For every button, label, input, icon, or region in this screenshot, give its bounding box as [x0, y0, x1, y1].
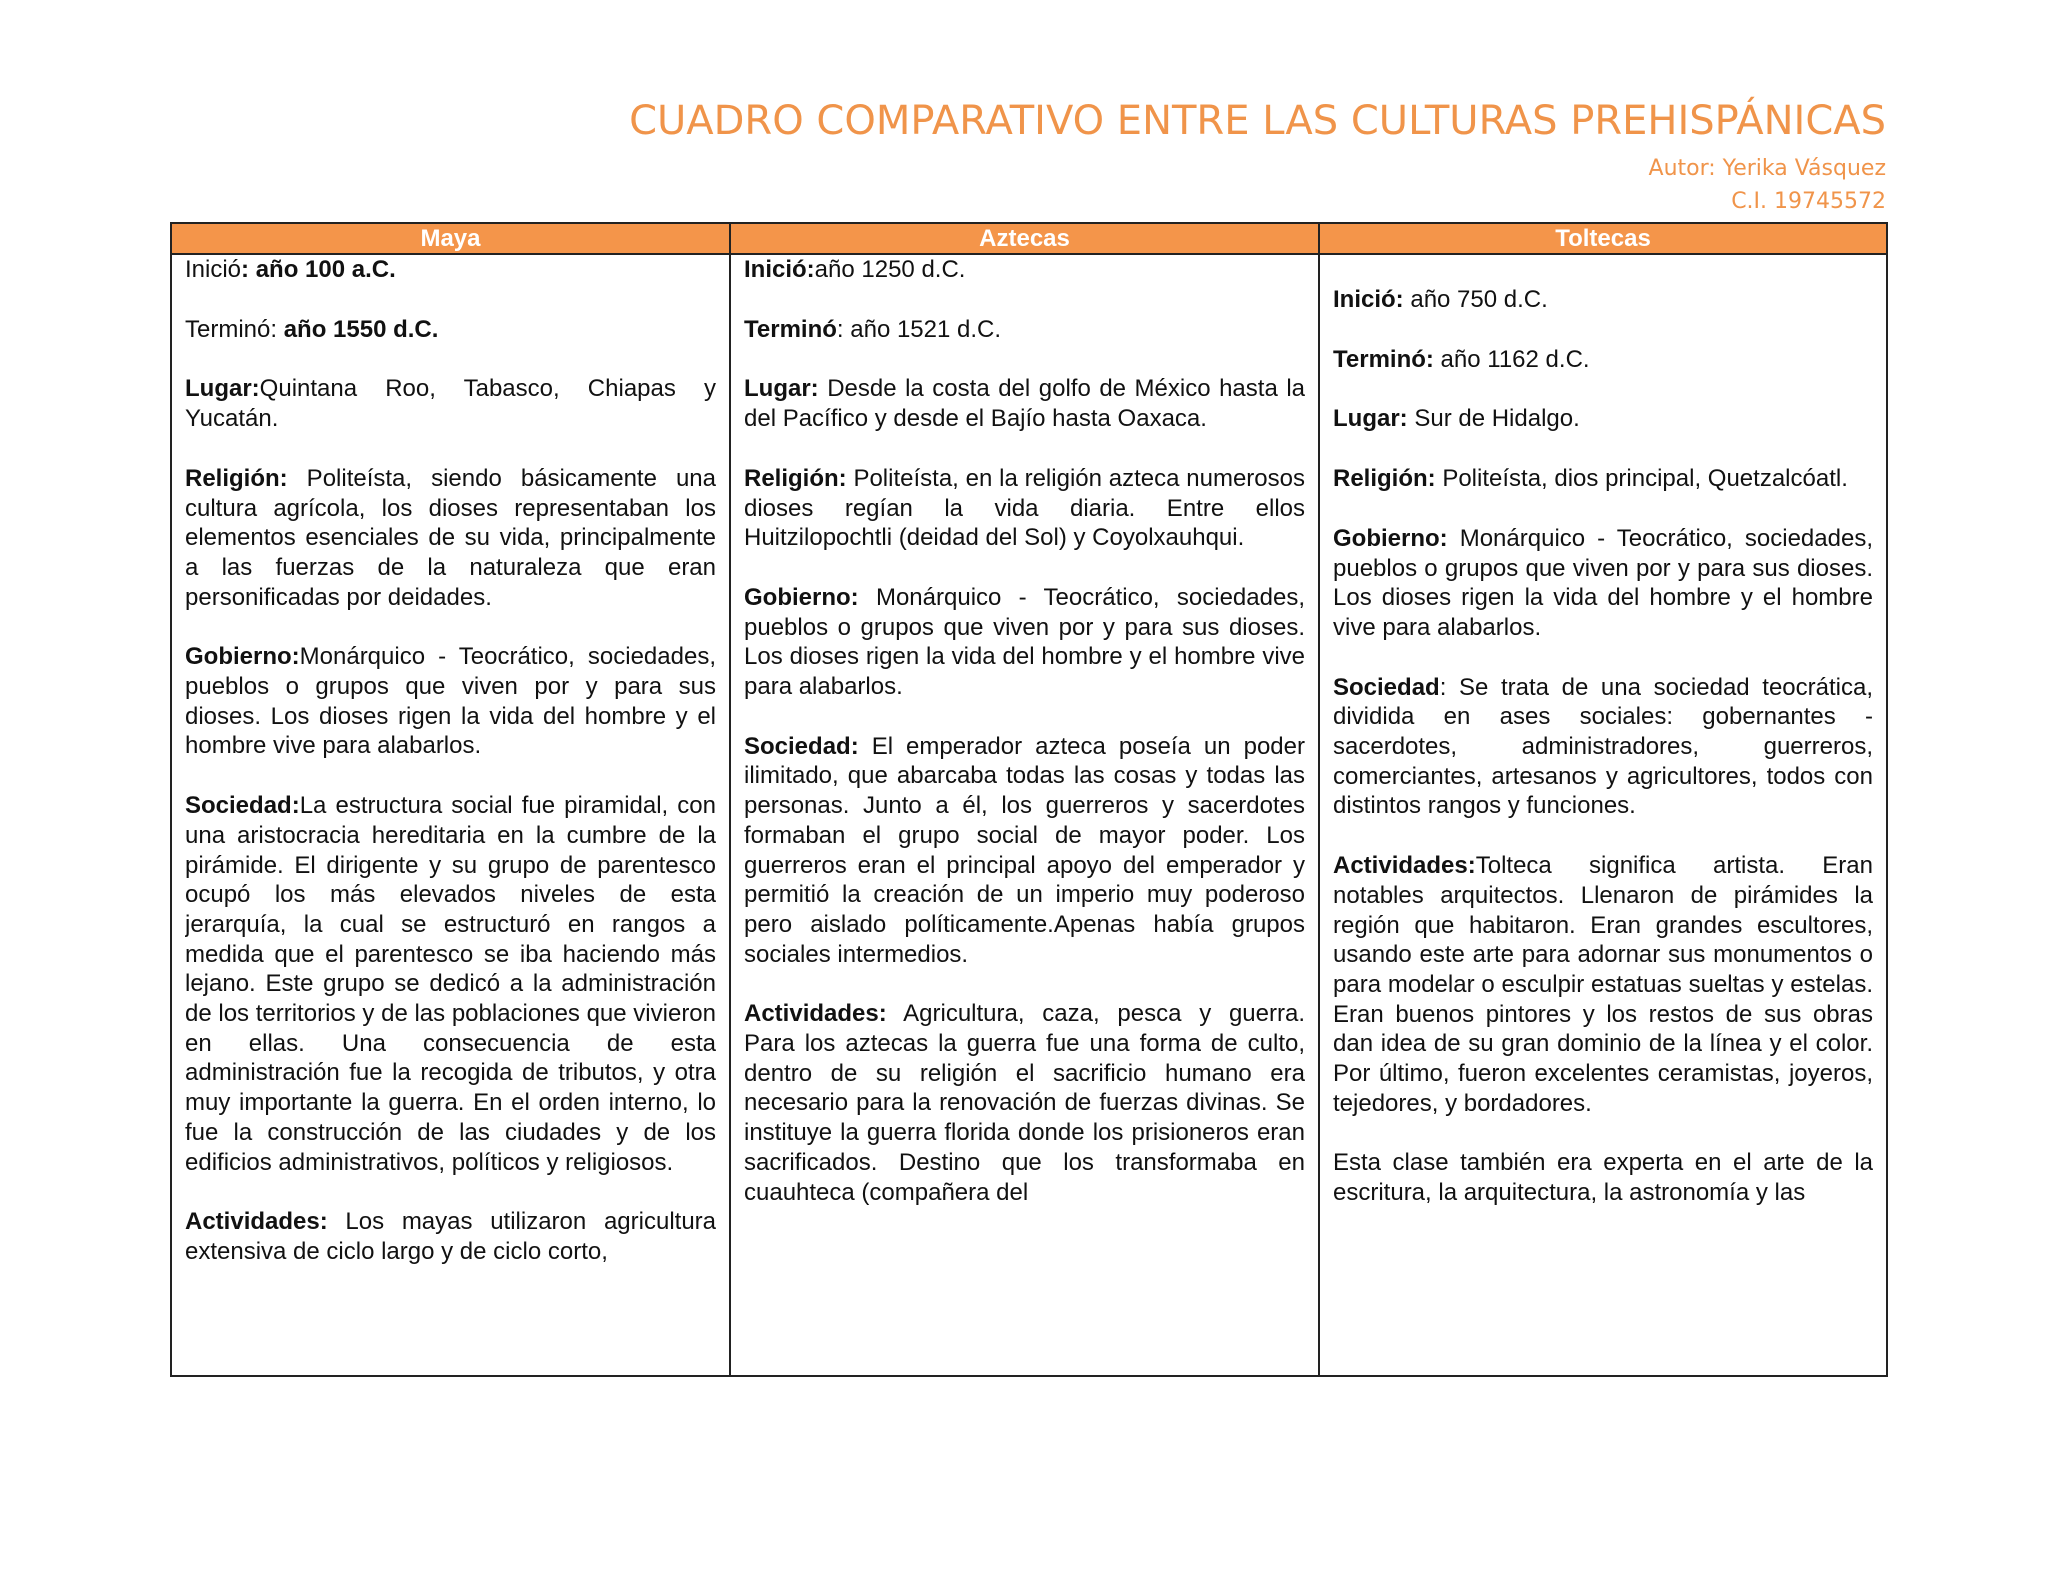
maya-actividades-value: Los mayas utilizaron agricultura extensiva de ciclo largo y de ciclo corto, — [185, 1208, 716, 1265]
maya-gobierno-value: Monárquico - Teocrático, sociedades, pueblos o grupos que viven por y para sus dioses. Los dioses rigen la vida del hombre y el hombre vive para alabarlos. — [185, 643, 716, 760]
aztecas-gobierno-label: Gobierno: — [744, 583, 859, 611]
aztecas-lugar — [744, 374, 1305, 433]
toltecas-termino-label: Terminó: — [1333, 345, 1434, 373]
maya-termino — [185, 315, 716, 345]
maya-sociedad-value: La estructura social fue piramidal, con una aristocracia hereditaria en la cumbre de la pirámide. El dirigente y su grupo de parentesco ocupó los más elevados niveles de esta jerarquía, la cual se estructuró en rangos a medida que el parentesco se iba haciendo más lejano. Este grupo se dedicó a la administración de los territorios y de las poblaciones que vivieron en ellas. Una consecuencia de esta administración fue la recogida de tributos, y otra muy importante la guerra. En el orden interno, lo fue la construcción de las ciudades y de los edificios administrativos, políticos y religiosos. — [185, 792, 716, 1176]
toltecas-inicio — [1333, 285, 1873, 315]
toltecas-sociedad — [1333, 673, 1873, 822]
aztecas-inicio-label: Inició: — [744, 256, 815, 283]
aztecas-gobierno-value: Monárquico - Teocrático, sociedades, pueblos o grupos que viven por y para sus dioses. Los dioses rigen la vida del hombre y el hombre vive para alabarlos. — [744, 583, 1305, 701]
aztecas-sociedad-label: Sociedad: — [744, 732, 859, 760]
table-row — [171, 254, 1887, 1376]
aztecas-lugar-label: Lugar: — [744, 375, 819, 403]
toltecas-actividades-value: Tolteca significa artista. Eran notables arquitectos. Llenaron de pirámides la región que habitaron. Eran grandes escultores, usando este arte para adornar sus monumentos o para modelar o esculpir estatuas sueltas y estelas. Eran buenos pintores y los restos de sus obras dan idea de su gran dominio de la línea y el color. Por último, fueron excelentes ceramistas, joyeros, tejedores, y bordadores. — [1333, 852, 1873, 1117]
aztecas-religion — [744, 464, 1305, 553]
header-aztecas: Aztecas — [730, 223, 1319, 254]
toltecas-religion — [1333, 464, 1873, 494]
toltecas-lugar-label: Lugar: — [1333, 405, 1408, 433]
aztecas-inicio-value: año 1250 d.C. — [814, 256, 966, 283]
toltecas-gobierno — [1333, 524, 1873, 643]
maya-sociedad-label: Sociedad: — [185, 792, 300, 820]
toltecas-inicio-value: año 750 d.C. — [1403, 286, 1548, 313]
toltecas-gobierno-value: Monárquico - Teocrático, sociedades, pueblos o grupos que viven por y para sus dioses. Los dioses rigen la vida del hombre y el hombre vive para alabarlos. — [1333, 524, 1873, 641]
document-title: CUADRO COMPARATIVO ENTRE LAS CULTURAS PREHISPÁNICAS — [629, 98, 1886, 144]
maya-religion-label: Religión: — [185, 464, 288, 492]
document-header — [629, 96, 1886, 218]
toltecas-termino — [1333, 345, 1873, 375]
maya-lugar — [185, 374, 716, 433]
header-maya: Maya — [171, 223, 730, 254]
aztecas-termino-label: Terminó — [744, 315, 837, 343]
maya-inicio-value: : año 100 a.C. — [241, 256, 396, 283]
toltecas-extra: Esta clase también era experta en el arte de la escritura, la arquitectura, la astronomía y las — [1333, 1149, 1873, 1207]
toltecas-lugar-value: Sur de Hidalgo. — [1407, 405, 1580, 433]
header-toltecas: Toltecas — [1319, 223, 1887, 254]
toltecas-sociedad-label: Sociedad — [1333, 673, 1440, 701]
maya-column — [171, 254, 730, 1376]
toltecas-lugar — [1333, 404, 1873, 434]
aztecas-termino-value: : año 1521 d.C. — [836, 315, 1002, 343]
maya-gobierno — [185, 642, 716, 761]
maya-religion-value: Politeísta, siendo básicamente una cultura agrícola, los dioses representaban los elementos esenciales de su vida, principalmente a las fuerzas de la naturaleza que eran personificadas por deidades. — [185, 464, 716, 611]
comparison-table — [170, 222, 1888, 1377]
aztecas-lugar-value: Desde la costa del golfo de México hasta la del Pacífico y desde el Bajío hasta Oaxaca. — [744, 375, 1305, 433]
maya-termino-label: Terminó: — [185, 315, 284, 343]
aztecas-gobierno — [744, 583, 1305, 702]
maya-inicio — [185, 255, 716, 285]
aztecas-sociedad — [744, 732, 1305, 970]
maya-actividades — [185, 1207, 716, 1266]
toltecas-termino-value: año 1162 d.C. — [1433, 345, 1590, 373]
maya-religion — [185, 464, 716, 613]
toltecas-inicio-label: Inició: — [1333, 286, 1404, 313]
aztecas-actividades-value: Agricultura, caza, pesca y guerra. Para los aztecas la guerra fue una forma de culto, dentro de su religión el sacrificio humano era necesario para la renovación de fuerzas divinas. Se instituye la guerra florida donde los prisioneros eran sacrificados. Destino que los transformaba en cuauhteca (compañera del — [744, 1000, 1305, 1206]
toltecas-religion-value: Politeísta, dios principal, Quetzalcóatl. — [1435, 465, 1848, 493]
toltecas-column — [1319, 254, 1887, 1376]
maya-termino-value: año 1550 d.C. — [283, 315, 439, 343]
toltecas-sociedad-value: : Se trata de una sociedad teocrática, dividida en ases sociales: gobernantes - sacerdotes, administradores, guerreros, comerciantes, artesanos y agricultores, todos con distintos rangos y funciones. — [1333, 673, 1873, 820]
aztecas-termino — [744, 315, 1305, 345]
maya-lugar-value: Quintana Roo, Tabasco, Chiapas y Yucatán. — [185, 375, 716, 433]
maya-lugar-label: Lugar: — [185, 375, 260, 403]
toltecas-religion-label: Religión: — [1333, 465, 1436, 493]
maya-sociedad — [185, 791, 716, 1177]
table-header-row — [171, 223, 1887, 254]
toltecas-gobierno-label: Gobierno: — [1333, 524, 1448, 552]
maya-actividades-label: Actividades: — [185, 1208, 328, 1236]
maya-inicio-label: Inició — [185, 256, 242, 283]
author-line: Autor: Yerika Vásquez — [1648, 156, 1886, 181]
aztecas-inicio — [744, 255, 1305, 285]
aztecas-religion-label: Religión: — [744, 464, 847, 492]
aztecas-religion-value: Politeísta, en la religión azteca numerosos dioses regían la vida diaria. Entre ellos Huitzilopochtli (deidad del Sol) y Coyolxauhqui. — [744, 464, 1305, 552]
aztecas-actividades-label: Actividades: — [744, 1000, 887, 1028]
toltecas-actividades-label: Actividades: — [1333, 852, 1476, 880]
aztecas-column — [730, 254, 1319, 1376]
toltecas-actividades — [1333, 851, 1873, 1118]
aztecas-sociedad-value: El emperador azteca poseía un poder ilimitado, que abarcaba todas las cosas y todas las personas. Junto a él, los guerreros y sacerdotes formaban el grupo social de mayor poder. Los guerreros eran el principal apoyo del emperador y permitió la creación de un imperio muy poderoso pero aislado políticamente.Apenas había grupos sociales intermedios. — [744, 732, 1305, 968]
maya-gobierno-label: Gobierno: — [185, 643, 300, 671]
aztecas-actividades — [744, 999, 1305, 1207]
ci-line: C.I. 19745572 — [1731, 189, 1886, 214]
